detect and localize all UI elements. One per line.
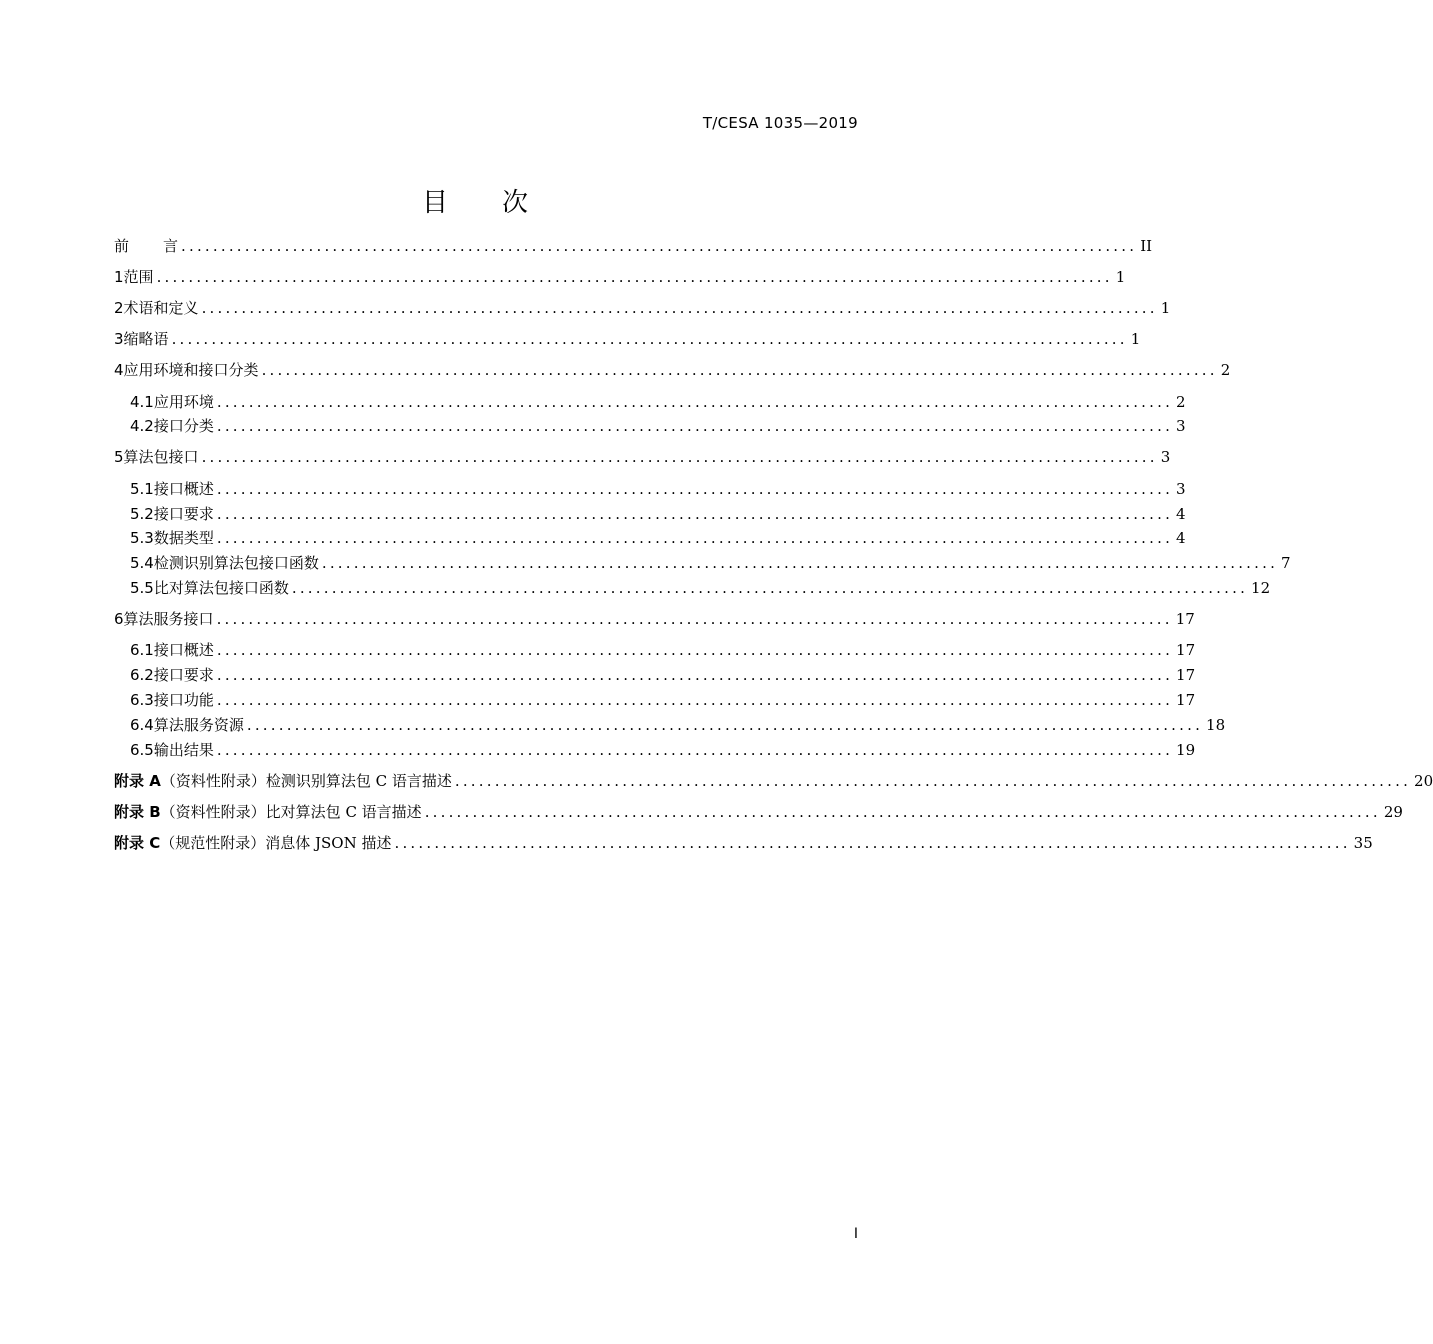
toc-entry-page: 19 [1176, 741, 1196, 759]
appendix-number: 附录 B [114, 803, 161, 821]
toc-entry-number: 6.4 [130, 716, 154, 734]
toc-entry-number: 5.3 [130, 529, 154, 547]
toc-entry-label: 前 言 [114, 237, 179, 255]
toc-entry-label: 术语和定义 [123, 299, 199, 317]
toc-entry[interactable] [114, 714, 1226, 736]
toc-entry-page: 17 [1176, 641, 1196, 659]
toc-entry-page: 3 [1176, 417, 1186, 435]
leader-dots: ........................................................................................................................ [321, 554, 1279, 572]
toc-entry[interactable] [114, 739, 1196, 761]
leader-dots: ........................................................................................................................ [171, 330, 1128, 348]
appendix-kind: （资料性附录） [160, 772, 266, 790]
leader-dots: ........................................................................................................................ [156, 268, 1113, 286]
leader-dots: ........................................................................................................................ [216, 610, 1173, 628]
toc-entry-label: 比对算法包 C 语言描述 [265, 803, 422, 821]
toc-entry-label: 算法包接口 [123, 448, 199, 466]
leader-dots: ........................................................................................................................ [216, 480, 1174, 498]
toc-entry[interactable] [114, 503, 1186, 525]
document-id: T/CESA 1035—2019 [702, 114, 858, 132]
appendix-kind: （规范性附录） [160, 834, 266, 852]
toc-entry-number: 4.1 [130, 393, 154, 411]
toc-entry-page: 20 [1414, 772, 1433, 790]
leader-dots: ........................................................................................................................ [291, 579, 1249, 597]
page-title [0, 182, 950, 219]
toc-entry-label: 比对算法包接口函数 [153, 579, 289, 597]
toc-entry-number: 5.1 [130, 480, 154, 498]
appendix-number: 附录 C [114, 834, 161, 852]
leader-dots: ........................................................................................................................ [201, 448, 1158, 466]
toc-appendix-entry[interactable] [114, 801, 1403, 823]
toc-entry[interactable] [114, 297, 1171, 319]
leader-dots: ........................................................................................................................ [201, 299, 1158, 317]
toc-entry-label: 输出结果 [153, 741, 214, 759]
toc-entry[interactable] [114, 639, 1196, 661]
toc-entry-number: 2 [114, 299, 124, 317]
leader-dots: ........................................................................................................................ [216, 505, 1174, 523]
toc-entry[interactable] [114, 391, 1186, 413]
toc-entry-preface[interactable] [114, 235, 1153, 257]
toc-entry-page: 1 [1115, 268, 1126, 286]
toc-entry-page: 17 [1176, 666, 1196, 684]
title-char-2: 次 [502, 188, 529, 218]
toc-entry-label: 数据类型 [153, 529, 214, 547]
toc-entry-label: 接口要求 [153, 666, 214, 684]
toc-entry[interactable] [114, 266, 1126, 288]
toc-entry-page: 7 [1281, 554, 1291, 572]
page-number: I [853, 1226, 858, 1242]
toc-entry-label: 检测识别算法包接口函数 [153, 554, 319, 572]
appendix-kind: （资料性附录） [160, 803, 266, 821]
toc-appendix-entry[interactable] [114, 770, 1433, 792]
leader-dots: ........................................................................................................................ [216, 666, 1174, 684]
toc-entry-page: 1 [1160, 299, 1171, 317]
toc-entry-number: 3 [114, 330, 124, 348]
toc-entry-label: 应用环境和接口分类 [123, 361, 259, 379]
toc-entry-page: 3 [1176, 480, 1186, 498]
toc-entry[interactable] [114, 664, 1196, 686]
leader-dots: ........................................................................................................................ [261, 361, 1218, 379]
toc-entry-label: 接口分类 [153, 417, 214, 435]
toc-entry-page: 18 [1206, 716, 1226, 734]
leader-dots: ........................................................................................................................ [394, 834, 1351, 852]
toc-entry-number: 4.2 [130, 417, 154, 435]
toc-entry-page: 4 [1176, 505, 1186, 523]
toc-entry-label: 算法服务接口 [123, 610, 214, 628]
toc-entry-page: 4 [1176, 529, 1186, 547]
toc-entry-number: 6.5 [130, 741, 154, 759]
toc-entry-label: 检测识别算法包 C 语言描述 [265, 772, 452, 790]
toc-entry-label: 范围 [123, 268, 154, 286]
toc-entry-label: 消息体 JSON 描述 [265, 834, 392, 852]
toc-entry-label: 应用环境 [153, 393, 214, 411]
leader-dots: ........................................................................................................................ [181, 237, 1138, 255]
leader-dots: ........................................................................................................................ [216, 529, 1174, 547]
toc-entry-label: 接口功能 [153, 691, 214, 709]
toc-entry-page: 12 [1251, 579, 1271, 597]
toc-entry-page: 2 [1176, 393, 1186, 411]
toc-entry[interactable] [114, 415, 1186, 437]
leader-dots: ........................................................................................................................ [246, 716, 1204, 734]
leader-dots: ........................................................................................................................ [216, 741, 1174, 759]
leader-dots: ........................................................................................................................ [454, 772, 1412, 790]
toc-entry-page: II [1140, 237, 1153, 255]
leader-dots: ........................................................................................................................ [216, 641, 1174, 659]
toc-entry-label: 算法服务资源 [153, 716, 244, 734]
toc-entry-number: 5 [114, 448, 124, 466]
toc-entry[interactable] [114, 527, 1186, 549]
toc-entry[interactable] [114, 689, 1196, 711]
toc-entry-number: 5.2 [130, 505, 154, 523]
toc-appendix-entry[interactable] [114, 832, 1373, 854]
toc-entry-page: 35 [1353, 834, 1373, 852]
toc-entry[interactable] [114, 328, 1141, 350]
toc-entry[interactable] [114, 446, 1171, 468]
toc-entry-number: 6.1 [130, 641, 154, 659]
toc-entry-page: 17 [1175, 610, 1195, 628]
appendix-number: 附录 A [114, 772, 161, 790]
title-char-1: 目 [421, 188, 448, 218]
toc-entry-page: 3 [1160, 448, 1171, 466]
leader-dots: ........................................................................................................................ [216, 393, 1174, 411]
toc-entry-page: 1 [1130, 330, 1141, 348]
toc-entry-number: 5.5 [130, 579, 154, 597]
toc-entry-label: 缩略语 [123, 330, 169, 348]
toc-entry-label: 接口概述 [153, 641, 214, 659]
toc-entry-number: 5.4 [130, 554, 154, 572]
leader-dots: ........................................................................................................................ [216, 691, 1174, 709]
toc-entry[interactable] [114, 577, 1271, 599]
toc-entry-number: 4 [114, 361, 124, 379]
toc-entry-label: 接口概述 [153, 480, 214, 498]
leader-dots: ........................................................................................................................ [424, 803, 1381, 821]
toc-entry-page: 17 [1176, 691, 1196, 709]
toc-entry[interactable] [114, 359, 1231, 381]
toc-entry-number: 6.3 [130, 691, 154, 709]
toc-entry-page: 2 [1220, 361, 1231, 379]
toc-entry-page: 29 [1383, 803, 1403, 821]
toc-entry[interactable] [114, 552, 1291, 574]
toc-entry[interactable] [114, 478, 1186, 500]
toc-entry-number: 1 [114, 268, 124, 286]
toc-entry[interactable] [114, 608, 1195, 630]
toc-entry-number: 6.2 [130, 666, 154, 684]
toc-entry-number: 6 [114, 610, 124, 628]
toc-entry-label: 接口要求 [153, 505, 214, 523]
leader-dots: ........................................................................................................................ [216, 417, 1174, 435]
